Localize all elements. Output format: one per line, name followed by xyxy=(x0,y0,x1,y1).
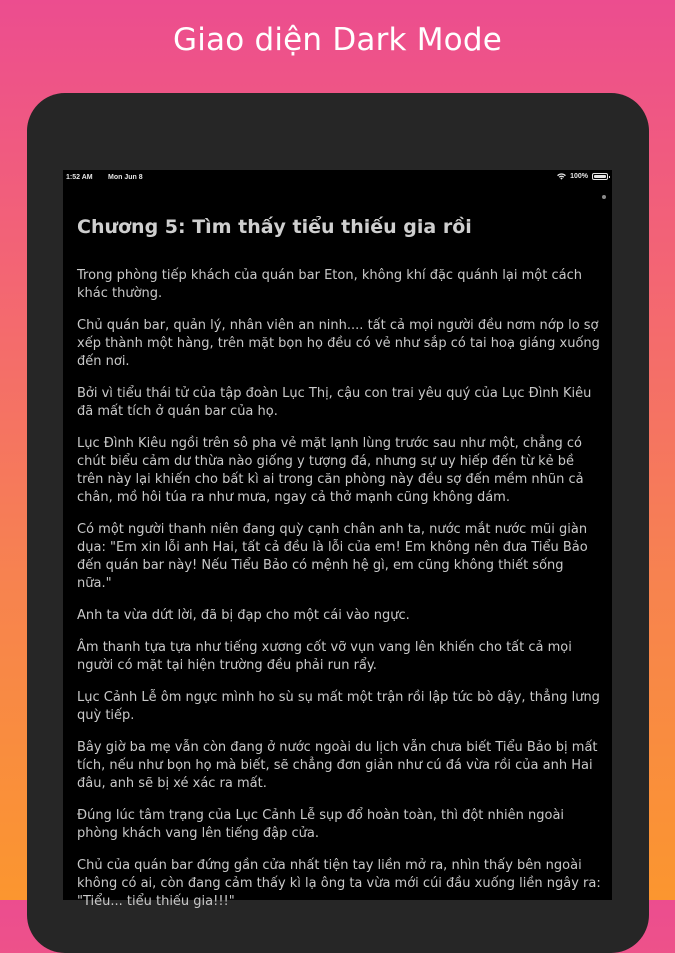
reader-screen xyxy=(63,170,612,909)
paragraph: Có một người thanh niên đang quỳ cạnh chân anh ta, nước mắt nước mũi giàn dụa: "Em xin lỗi anh Hai, tất cả đều là lỗi của em! Em không nên đưa Tiểu Bảo đến quán bar này! Nếu Tiểu Bảo có mệnh hệ gì, em cũng không thiết sống nữa." xyxy=(77,522,588,591)
status-bar xyxy=(63,170,612,186)
paragraph: Anh ta vừa dứt lời, đã bị đạp cho một cái vào ngực. xyxy=(77,608,410,623)
paragraph: Bây giờ ba mẹ vẫn còn đang ở nước ngoài du lịch vẫn chưa biết Tiểu Bảo bị mất tích, nếu như bọn họ mà biết, sẽ chẳng đơn giản như cú đá vừa rồi của anh Hai đâu, anh sẽ bị xé xác ra mất. xyxy=(77,740,598,791)
paragraph: Lục Cảnh Lễ ôm ngực mình ho sù sụ mất một trận rồi lập tức bò dậy, thẳng lưng quỳ tiếp. xyxy=(77,690,600,723)
chapter-content[interactable] xyxy=(77,267,601,925)
paragraph: Bởi vì tiểu thái tử của tập đoàn Lục Thị, cậu con trai yêu quý của Lục Đình Kiêu đã mất tích ở quán bar của họ. xyxy=(77,386,592,419)
wifi-icon xyxy=(557,173,566,180)
paragraph: Lục Đình Kiêu ngồi trên sô pha vẻ mặt lạnh lùng trước sau như một, chẳng có chút biểu cảm dư thừa nào giống y tượng đá, nhưng sự uy hiếp đến từ kẻ bề trên này lại khiến cho bất kì ai trong căn phòng này đều sợ đến mềm nhũn cả chân, mồ hôi túa ra như mưa, ngay cả thở mạnh cũng không dám. xyxy=(77,436,584,505)
status-time: 1:52 AM xyxy=(66,174,93,181)
chapter-title: Chương 5: Tìm thấy tiểu thiếu gia rồi xyxy=(77,216,472,238)
paragraph: Âm thanh tựa tựa như tiếng xương cốt vỡ vụn vang lên khiến cho tất cả mọi người có mặt tại hiện trường đều phải run rẩy. xyxy=(77,640,572,673)
status-date: Mon Jun 8 xyxy=(108,174,143,181)
status-indicators xyxy=(557,173,608,180)
paragraph: Đúng lúc tâm trạng của Lục Cảnh Lễ sụp đổ hoàn toàn, thì đột nhiên ngoài phòng khách vang lên tiếng đập cửa. xyxy=(77,808,565,841)
page-indicator-dot xyxy=(602,195,606,199)
battery-percent: 100% xyxy=(570,173,588,180)
paragraph: Chủ quán bar, quản lý, nhân viên an ninh.... tất cả mọi người đều nơm nớp lo sợ xếp thành một hàng, trên mặt bọn họ đều có vẻ như sắp có tai hoạ giáng xuống đến nơi. xyxy=(77,318,600,369)
paragraph: Trong phòng tiếp khách của quán bar Eton, không khí đặc quánh lại một cách khác thường. xyxy=(77,268,582,301)
paragraph: Chủ của quán bar đứng gần cửa nhất tiện tay liền mở ra, nhìn thấy bên ngoài không có ai, còn đang cảm thấy kì lạ ông ta vừa mới cúi đầu xuống liền ngây ra: "Tiểu... tiểu thiếu gia!!!" xyxy=(77,858,601,909)
battery-icon xyxy=(592,173,608,180)
promo-title: Giao diện Dark Mode xyxy=(173,22,502,58)
